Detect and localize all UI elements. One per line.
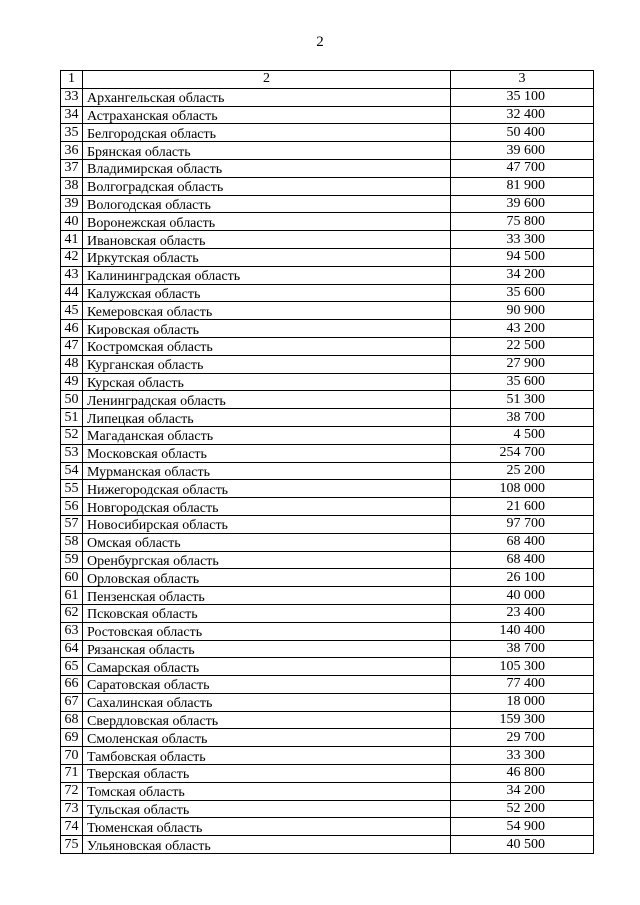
region-name-cell bbox=[83, 533, 451, 551]
value-cell: 33 300 bbox=[451, 231, 594, 249]
table-row bbox=[61, 426, 594, 444]
value-cell: 254 700 bbox=[451, 444, 594, 462]
row-number-cell: 49 bbox=[61, 373, 83, 391]
row-number-cell: 45 bbox=[61, 302, 83, 320]
header-col-2: 2 bbox=[83, 71, 451, 89]
table-row bbox=[61, 693, 594, 711]
table-row bbox=[61, 640, 594, 658]
row-number-cell: 43 bbox=[61, 266, 83, 284]
region-name-cell bbox=[83, 88, 451, 106]
region-name: Магаданская область bbox=[87, 429, 214, 445]
table-row bbox=[61, 248, 594, 266]
table-row bbox=[61, 106, 594, 124]
region-name: Калужская область bbox=[87, 286, 201, 302]
table-row bbox=[61, 142, 594, 160]
row-number-cell: 73 bbox=[61, 800, 83, 818]
value-cell: 43 200 bbox=[451, 320, 594, 338]
region-name-cell bbox=[83, 551, 451, 569]
region-name: Тамбовская область bbox=[87, 749, 206, 765]
region-name-cell bbox=[83, 747, 451, 765]
region-name-cell bbox=[83, 124, 451, 142]
value-cell: 159 300 bbox=[451, 711, 594, 729]
region-name-cell bbox=[83, 426, 451, 444]
row-number-cell: 51 bbox=[61, 409, 83, 427]
row-number-cell: 59 bbox=[61, 551, 83, 569]
table-row bbox=[61, 622, 594, 640]
regions-table bbox=[60, 70, 594, 854]
region-name: Астраханская область bbox=[87, 108, 218, 124]
value-cell: 26 100 bbox=[451, 569, 594, 587]
region-name-cell bbox=[83, 515, 451, 533]
region-name-cell bbox=[83, 818, 451, 836]
page-number: 2 bbox=[316, 34, 324, 50]
table-body bbox=[61, 88, 594, 853]
region-name-cell bbox=[83, 337, 451, 355]
region-name-cell bbox=[83, 142, 451, 160]
value-cell: 75 800 bbox=[451, 213, 594, 231]
region-name: Пензенская область bbox=[87, 589, 205, 605]
region-name-cell bbox=[83, 658, 451, 676]
value-cell: 18 000 bbox=[451, 693, 594, 711]
value-cell: 81 900 bbox=[451, 177, 594, 195]
header-col-1: 1 bbox=[61, 71, 83, 89]
row-number-cell: 34 bbox=[61, 106, 83, 124]
region-name: Свердловская область bbox=[87, 714, 219, 729]
row-number-cell: 60 bbox=[61, 569, 83, 587]
table-row bbox=[61, 800, 594, 818]
region-name: Кемеровская область bbox=[87, 304, 213, 320]
table-row bbox=[61, 444, 594, 462]
region-name: Брянская область bbox=[87, 144, 191, 160]
row-number-cell: 69 bbox=[61, 729, 83, 747]
region-name: Курская область bbox=[87, 375, 184, 391]
value-cell: 97 700 bbox=[451, 515, 594, 533]
region-name-cell bbox=[83, 355, 451, 373]
table-row bbox=[61, 782, 594, 800]
row-number-cell: 40 bbox=[61, 213, 83, 231]
region-name-cell bbox=[83, 391, 451, 409]
region-name: Мурманская область bbox=[87, 464, 211, 480]
value-cell: 29 700 bbox=[451, 729, 594, 747]
row-number-cell: 67 bbox=[61, 693, 83, 711]
region-name: Тульская область bbox=[87, 803, 190, 818]
table-row bbox=[61, 498, 594, 516]
region-name-cell bbox=[83, 765, 451, 783]
value-cell: 35 100 bbox=[451, 88, 594, 106]
row-number-cell: 64 bbox=[61, 640, 83, 658]
region-name-cell bbox=[83, 195, 451, 213]
table-row bbox=[61, 747, 594, 765]
table-header bbox=[61, 71, 594, 89]
value-cell: 32 400 bbox=[451, 106, 594, 124]
row-number-cell: 71 bbox=[61, 765, 83, 783]
table-row bbox=[61, 676, 594, 694]
value-cell: 105 300 bbox=[451, 658, 594, 676]
value-cell: 108 000 bbox=[451, 480, 594, 498]
value-cell: 68 400 bbox=[451, 551, 594, 569]
value-cell: 34 200 bbox=[451, 782, 594, 800]
table-row bbox=[61, 569, 594, 587]
row-number-cell: 58 bbox=[61, 533, 83, 551]
value-cell: 35 600 bbox=[451, 373, 594, 391]
row-number-cell: 72 bbox=[61, 782, 83, 800]
table-row bbox=[61, 373, 594, 391]
value-cell: 51 300 bbox=[451, 391, 594, 409]
row-number-cell: 35 bbox=[61, 124, 83, 142]
region-name: Кировская область bbox=[87, 322, 200, 338]
value-cell: 35 600 bbox=[451, 284, 594, 302]
region-name: Оренбургская область bbox=[87, 553, 219, 569]
table-row bbox=[61, 480, 594, 498]
region-name: Калининградская область bbox=[87, 269, 241, 285]
table-row bbox=[61, 658, 594, 676]
region-name-cell bbox=[83, 248, 451, 266]
region-name: Рязанская область bbox=[87, 642, 195, 658]
row-number-cell: 62 bbox=[61, 604, 83, 622]
region-name-cell bbox=[83, 604, 451, 622]
value-cell: 22 500 bbox=[451, 337, 594, 355]
table-row bbox=[61, 231, 594, 249]
region-name: Новгородская область bbox=[87, 500, 219, 516]
value-cell: 33 300 bbox=[451, 747, 594, 765]
region-name: Московская область bbox=[87, 447, 207, 463]
region-name: Архангельская область bbox=[87, 91, 225, 107]
row-number-cell: 37 bbox=[61, 159, 83, 177]
value-cell: 77 400 bbox=[451, 676, 594, 694]
table-row bbox=[61, 355, 594, 373]
value-cell: 23 400 bbox=[451, 604, 594, 622]
region-name: Липецкая область bbox=[87, 411, 194, 427]
region-name: Тверская область bbox=[87, 767, 190, 783]
table-row bbox=[61, 177, 594, 195]
region-name-cell bbox=[83, 462, 451, 480]
region-name-cell bbox=[83, 622, 451, 640]
region-name: Иркутская область bbox=[87, 251, 199, 267]
region-name-cell bbox=[83, 693, 451, 711]
table-row bbox=[61, 320, 594, 338]
region-name-cell bbox=[83, 266, 451, 284]
value-cell: 39 600 bbox=[451, 195, 594, 213]
table-row bbox=[61, 587, 594, 605]
row-number-cell: 44 bbox=[61, 284, 83, 302]
region-name: Воронежская область bbox=[87, 215, 216, 231]
region-name-cell bbox=[83, 213, 451, 231]
table-row bbox=[61, 818, 594, 836]
region-name: Омская область bbox=[87, 536, 181, 552]
region-name-cell bbox=[83, 373, 451, 391]
value-cell: 47 700 bbox=[451, 159, 594, 177]
region-name-cell bbox=[83, 480, 451, 498]
value-cell: 38 700 bbox=[451, 640, 594, 658]
table-row bbox=[61, 284, 594, 302]
region-name: Нижегородская область bbox=[87, 482, 229, 498]
table-row bbox=[61, 302, 594, 320]
value-cell: 50 400 bbox=[451, 124, 594, 142]
value-cell: 38 700 bbox=[451, 409, 594, 427]
table-row bbox=[61, 409, 594, 427]
region-name: Саратовская область bbox=[87, 678, 210, 694]
region-name: Новосибирская область bbox=[87, 518, 228, 534]
row-number-cell: 65 bbox=[61, 658, 83, 676]
region-name: Сахалинская область bbox=[87, 696, 213, 712]
region-name: Волгоградская область bbox=[87, 180, 224, 196]
region-name-cell bbox=[83, 409, 451, 427]
value-cell: 68 400 bbox=[451, 533, 594, 551]
table-row bbox=[61, 765, 594, 783]
region-name: Смоленская область bbox=[87, 731, 208, 747]
value-cell: 40 500 bbox=[451, 836, 594, 854]
region-name-cell bbox=[83, 444, 451, 462]
region-name: Самарская область bbox=[87, 660, 200, 676]
value-cell: 140 400 bbox=[451, 622, 594, 640]
header-row bbox=[61, 71, 594, 89]
row-number-cell: 74 bbox=[61, 818, 83, 836]
region-name: Курганская область bbox=[87, 358, 204, 374]
table-row bbox=[61, 604, 594, 622]
region-name: Костромская область bbox=[87, 340, 213, 356]
region-name: Вологодская область bbox=[87, 197, 211, 213]
value-cell: 54 900 bbox=[451, 818, 594, 836]
row-number-cell: 38 bbox=[61, 177, 83, 195]
table-row bbox=[61, 88, 594, 106]
value-cell: 90 900 bbox=[451, 302, 594, 320]
value-cell: 94 500 bbox=[451, 248, 594, 266]
value-cell: 46 800 bbox=[451, 765, 594, 783]
row-number-cell: 53 bbox=[61, 444, 83, 462]
region-name-cell bbox=[83, 302, 451, 320]
table-row bbox=[61, 337, 594, 355]
table-row bbox=[61, 533, 594, 551]
row-number-cell: 39 bbox=[61, 195, 83, 213]
row-number-cell: 52 bbox=[61, 426, 83, 444]
row-number-cell: 46 bbox=[61, 320, 83, 338]
row-number-cell: 66 bbox=[61, 676, 83, 694]
table-row bbox=[61, 266, 594, 284]
region-name-cell bbox=[83, 836, 451, 854]
region-name-cell bbox=[83, 587, 451, 605]
table-row bbox=[61, 551, 594, 569]
row-number-cell: 75 bbox=[61, 836, 83, 854]
table-row bbox=[61, 391, 594, 409]
region-name: Орловская область bbox=[87, 571, 200, 587]
row-number-cell: 63 bbox=[61, 622, 83, 640]
table-row bbox=[61, 213, 594, 231]
value-cell: 27 900 bbox=[451, 355, 594, 373]
region-name-cell bbox=[83, 320, 451, 338]
region-name: Тюменская область bbox=[87, 820, 203, 836]
table-row bbox=[61, 159, 594, 177]
region-name: Ульяновская область bbox=[87, 838, 211, 854]
table-row bbox=[61, 711, 594, 729]
value-cell: 25 200 bbox=[451, 462, 594, 480]
region-name-cell bbox=[83, 711, 451, 729]
region-name: Псковская область bbox=[87, 607, 198, 623]
region-name-cell bbox=[83, 782, 451, 800]
value-cell: 34 200 bbox=[451, 266, 594, 284]
region-name-cell bbox=[83, 159, 451, 177]
table-row bbox=[61, 195, 594, 213]
value-cell: 4 500 bbox=[451, 426, 594, 444]
region-name: Ростовская область bbox=[87, 625, 203, 640]
region-name: Белгородская область bbox=[87, 126, 217, 142]
region-name-cell bbox=[83, 231, 451, 249]
region-name-cell bbox=[83, 800, 451, 818]
region-name: Ивановская область bbox=[87, 233, 206, 249]
row-number-cell: 42 bbox=[61, 248, 83, 266]
value-cell: 39 600 bbox=[451, 142, 594, 160]
region-name-cell bbox=[83, 498, 451, 516]
table-row bbox=[61, 729, 594, 747]
region-name-cell bbox=[83, 640, 451, 658]
row-number-cell: 33 bbox=[61, 88, 83, 106]
row-number-cell: 55 bbox=[61, 480, 83, 498]
table-row bbox=[61, 124, 594, 142]
row-number-cell: 48 bbox=[61, 355, 83, 373]
row-number-cell: 36 bbox=[61, 142, 83, 160]
region-name-cell bbox=[83, 106, 451, 124]
row-number-cell: 56 bbox=[61, 498, 83, 516]
row-number-cell: 68 bbox=[61, 711, 83, 729]
region-name: Ленинградская область bbox=[87, 393, 226, 409]
region-name-cell bbox=[83, 729, 451, 747]
row-number-cell: 47 bbox=[61, 337, 83, 355]
table-row bbox=[61, 462, 594, 480]
row-number-cell: 57 bbox=[61, 515, 83, 533]
region-name: Томская область bbox=[87, 785, 185, 801]
value-cell: 40 000 bbox=[451, 587, 594, 605]
table-row bbox=[61, 515, 594, 533]
row-number-cell: 61 bbox=[61, 587, 83, 605]
region-name-cell bbox=[83, 569, 451, 587]
row-number-cell: 41 bbox=[61, 231, 83, 249]
row-number-cell: 50 bbox=[61, 391, 83, 409]
header-col-3: 3 bbox=[451, 71, 594, 89]
value-cell: 21 600 bbox=[451, 498, 594, 516]
value-cell: 52 200 bbox=[451, 800, 594, 818]
row-number-cell: 70 bbox=[61, 747, 83, 765]
row-number-cell: 54 bbox=[61, 462, 83, 480]
region-name-cell bbox=[83, 284, 451, 302]
region-name: Владимирская область bbox=[87, 162, 223, 178]
table-row bbox=[61, 836, 594, 854]
region-name-cell bbox=[83, 676, 451, 694]
region-name-cell bbox=[83, 177, 451, 195]
